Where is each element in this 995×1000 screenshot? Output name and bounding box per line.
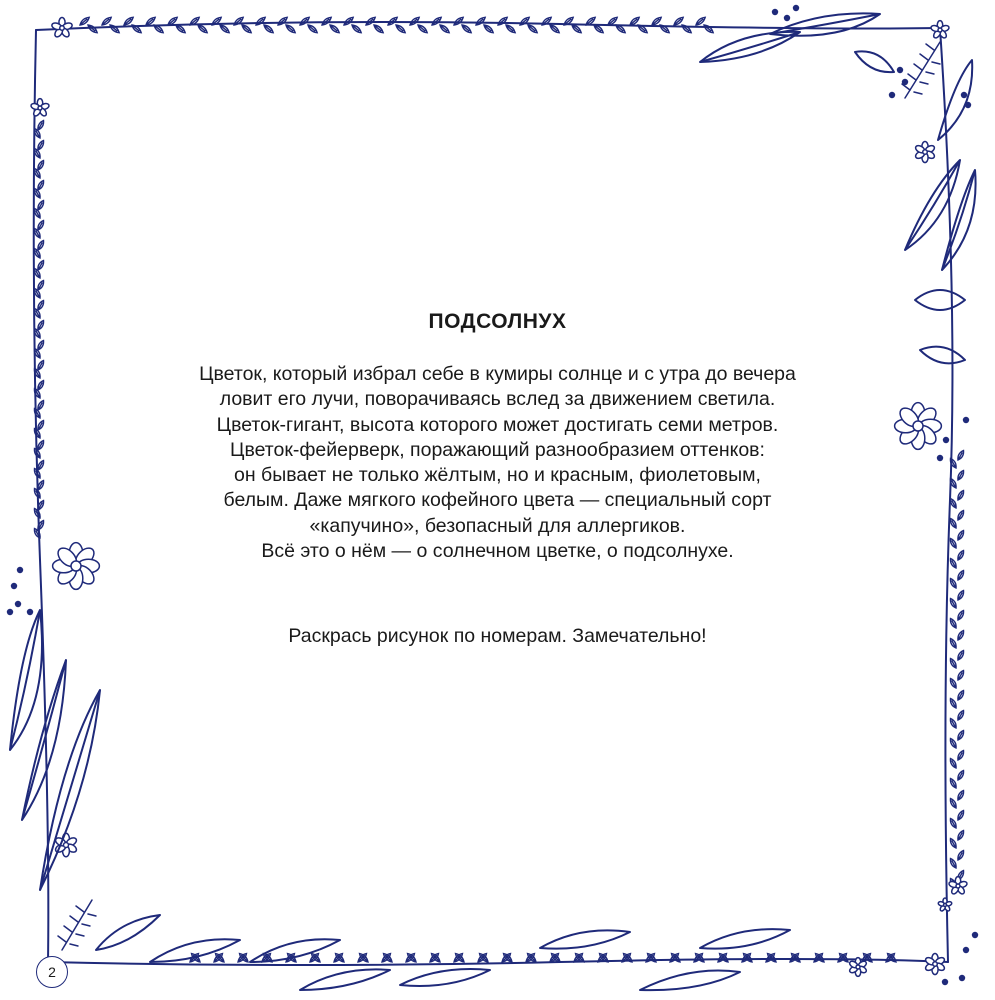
flower-icon	[51, 17, 73, 38]
vine-leaf	[949, 457, 958, 469]
vine-leaf	[483, 23, 495, 34]
vine-leaf	[659, 23, 671, 34]
sunflower-description	[100, 362, 895, 564]
vine-leaf	[241, 23, 253, 34]
vine-leaf	[949, 757, 958, 769]
vine-leaf	[949, 797, 958, 809]
flower-icon	[53, 543, 100, 590]
vine-leaf	[307, 23, 319, 34]
vine-leaf	[263, 23, 275, 34]
vine-leaf	[956, 809, 965, 821]
vine-leaf	[36, 259, 45, 271]
vine-leaf	[956, 509, 965, 521]
vine-leaf	[549, 23, 561, 34]
vine-leaf	[36, 319, 45, 331]
vine-leaf	[949, 737, 958, 749]
berry-dot	[784, 15, 790, 21]
vine-leaf	[956, 529, 965, 541]
vine-leaf	[36, 419, 45, 431]
berry-dot	[772, 9, 778, 15]
berry-dot	[27, 609, 33, 615]
berry-dot	[937, 455, 943, 461]
vine-leaf	[703, 23, 715, 34]
vine-leaf	[956, 449, 965, 461]
vine-leaf	[956, 829, 965, 841]
page-title: ПОДСОЛНУХ	[428, 310, 567, 333]
vine-leaf	[949, 577, 958, 589]
flower-icon	[914, 141, 935, 162]
vine-leaf	[949, 557, 958, 569]
vine-leaf	[956, 669, 965, 681]
vine-leaf	[956, 549, 965, 561]
vine-leaf	[949, 617, 958, 629]
vine-leaf	[681, 23, 693, 34]
vine-leaf	[36, 219, 45, 231]
vine-leaf	[949, 677, 958, 689]
vine-leaf	[87, 23, 99, 34]
vine-leaf	[956, 629, 965, 641]
berry-dot	[961, 92, 967, 98]
vine-leaf	[949, 777, 958, 789]
vine-leaf	[949, 657, 958, 669]
flower-icon	[938, 898, 953, 912]
vine-leaf	[956, 769, 965, 781]
vine-leaf	[36, 139, 45, 151]
vine-leaf	[949, 597, 958, 609]
berry-dot	[943, 437, 949, 443]
vine-leaf	[949, 697, 958, 709]
coloring-instruction: Раскрась рисунок по номерам. Замечательно!	[288, 625, 707, 648]
paragraph-line: ловит его лучи, поворачиваясь вслед за движением светила.	[219, 388, 776, 411]
large-leaf	[920, 347, 965, 364]
vine-leaf	[219, 23, 231, 34]
large-leaf	[640, 970, 740, 990]
vine-leaf	[36, 299, 45, 311]
vine-leaf	[949, 837, 958, 849]
vine-leaf	[36, 199, 45, 211]
large-leaf	[96, 915, 160, 950]
vine-leaf	[417, 23, 429, 34]
vine-leaf	[36, 279, 45, 291]
vine-leaf	[373, 23, 385, 34]
large-leaf	[150, 939, 240, 962]
vine-leaf	[395, 23, 407, 34]
vine-leaf	[36, 399, 45, 411]
large-leaf	[855, 51, 894, 72]
large-leaf	[300, 969, 390, 990]
vine-leaf	[36, 439, 45, 451]
vine-leaf	[956, 789, 965, 801]
lavender-sprig	[58, 906, 84, 942]
paragraph-line: Цветок-гигант, высота которого может достигать семи метров.	[216, 413, 779, 436]
vine-leaf	[956, 569, 965, 581]
paragraph-line: «капучино», безопасный для аллергиков.	[309, 514, 686, 537]
vine-leaf	[956, 649, 965, 661]
vine-leaf	[949, 857, 958, 869]
vine-leaf	[956, 749, 965, 761]
berry-dot	[963, 417, 969, 423]
berry-dot	[17, 567, 23, 573]
vine-leaf	[949, 717, 958, 729]
vine-leaf	[36, 119, 45, 131]
berry-dot	[897, 67, 903, 73]
berry-dot	[15, 601, 21, 607]
vine-leaf	[461, 23, 473, 34]
vine-leaf	[36, 239, 45, 251]
vine-leaf	[351, 23, 363, 34]
vine-leaf	[956, 729, 965, 741]
flower-icon	[30, 99, 49, 118]
vine-leaf	[36, 359, 45, 371]
vine-leaf	[956, 589, 965, 601]
flower-icon	[895, 403, 942, 450]
berry-dot	[972, 932, 978, 938]
large-leaf	[915, 290, 965, 310]
large-leaf	[400, 969, 490, 986]
vine-leaf	[527, 23, 539, 34]
paragraph-line: он бывает не только жёлтым, но и красным, фиолетовым,	[234, 464, 761, 487]
vine-leaf	[439, 23, 451, 34]
vine-leaf	[36, 339, 45, 351]
vine-leaf	[956, 849, 965, 861]
vine-leaf	[956, 469, 965, 481]
vine-leaf	[109, 23, 121, 34]
berry-dot	[889, 92, 895, 98]
vine-leaf	[329, 23, 341, 34]
paragraph-line: белым. Даже мягкого кофейного цвета — специальный сорт	[223, 489, 772, 512]
vine-leaf	[949, 817, 958, 829]
paragraph-line: Всё это о нём — о солнечном цветке, о подсолнухе.	[261, 540, 734, 563]
vine-leaf	[949, 637, 958, 649]
vine-leaf	[949, 537, 958, 549]
berry-dot	[11, 583, 17, 589]
vine-leaf	[956, 489, 965, 501]
flower-icon	[924, 953, 945, 974]
vine-leaf	[285, 23, 297, 34]
vine-leaf	[36, 379, 45, 391]
vine-leaf	[956, 709, 965, 721]
page-number: 2	[36, 956, 68, 988]
large-leaf	[700, 929, 790, 949]
large-leaf	[10, 610, 40, 750]
vine-leaf	[956, 609, 965, 621]
flower-icon	[849, 958, 868, 977]
berry-dot	[942, 979, 948, 985]
berry-dot	[963, 947, 969, 953]
berry-dot	[959, 975, 965, 981]
vine-leaf	[36, 159, 45, 171]
main-content	[100, 300, 895, 648]
paragraph-line: Цветок, который избрал себе в кумиры солнце и с утра до вечера	[199, 363, 796, 385]
berry-dot	[7, 609, 13, 615]
berry-dot	[793, 5, 799, 11]
vine-leaf	[505, 23, 517, 34]
vine-leaf	[956, 689, 965, 701]
large-leaf	[540, 930, 630, 948]
paragraph-line: Цветок-фейерверк, поражающий разнообразием оттенков:	[230, 438, 765, 461]
vine-leaf	[36, 179, 45, 191]
